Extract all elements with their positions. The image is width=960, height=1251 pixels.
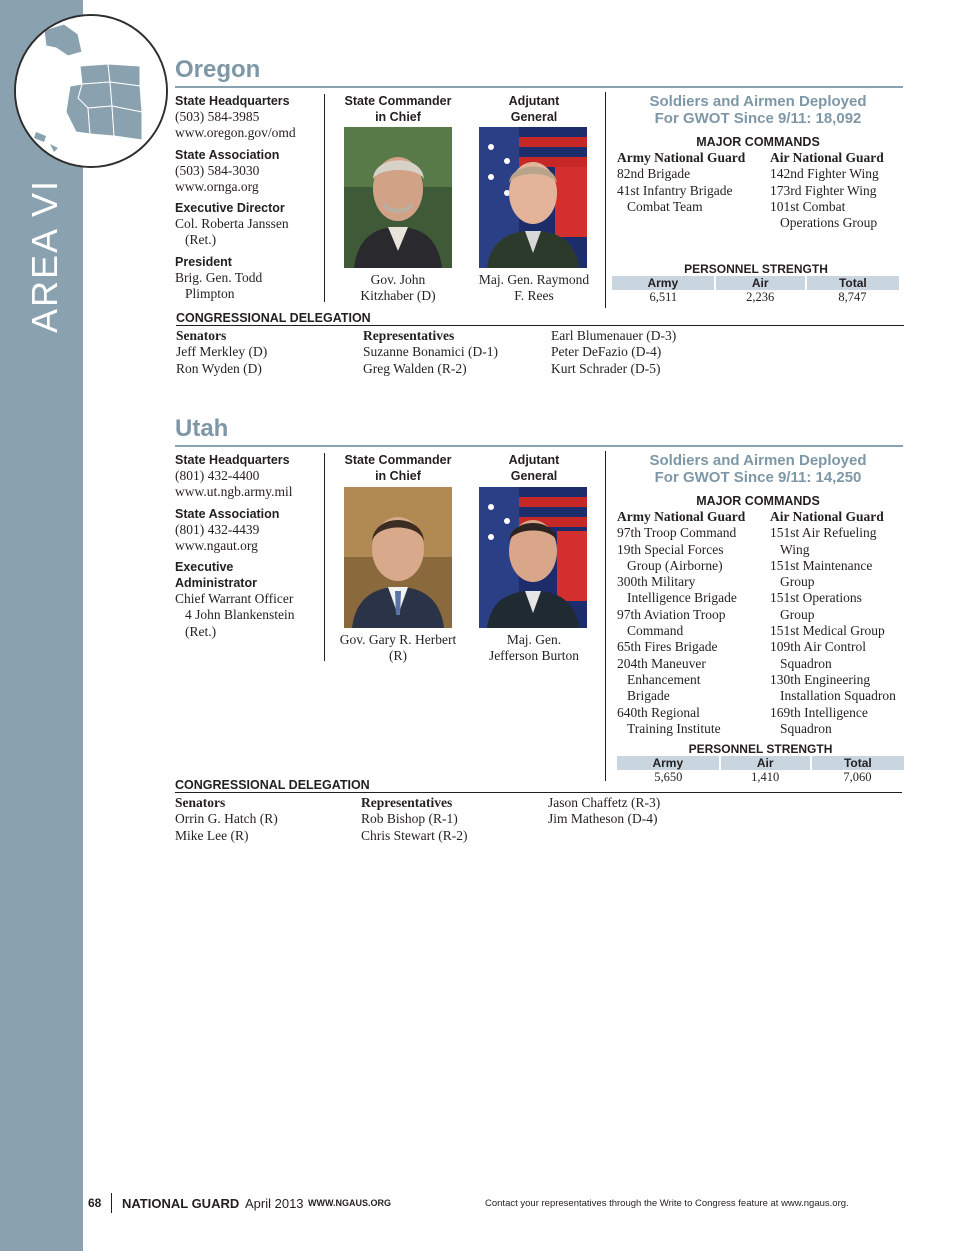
air-unit-item: 151st Operations (770, 590, 862, 606)
assoc-phone: (503) 584-3030 (175, 162, 260, 178)
air-guard-units (770, 509, 910, 737)
ps-value-total: 8,747 (838, 290, 867, 304)
governor-caption: Gov. John Kitzhaber (D) (360, 272, 436, 304)
assoc-phone: (801) 432-4439 (175, 521, 260, 537)
personnel-strength-heading: PERSONNEL STRENGTH (688, 742, 833, 756)
air-guard-heading: Air National Guard (770, 509, 884, 524)
governor-photo (344, 127, 452, 268)
column-divider (324, 453, 325, 661)
hq-website[interactable]: www.ut.ngb.army.mil (175, 484, 293, 500)
assoc-website[interactable]: www.ornga.org (175, 178, 259, 194)
state-title-utah: Utah (175, 415, 229, 442)
army-unit-item: Group (Airborne) (627, 557, 723, 573)
president-name: Brig. Gen. Todd (175, 269, 263, 285)
utah-contacts (175, 452, 320, 640)
assoc-website[interactable]: www.ngaut.org (175, 537, 258, 553)
army-unit-item: 640th Regional (617, 704, 700, 720)
commander-heading: State Commander in Chief (344, 94, 452, 124)
section-rule (175, 445, 903, 447)
area-label: AREA VI (24, 178, 65, 334)
column-divider (605, 92, 606, 308)
representatives-list: Representatives Suzanne Bonamici (D-1) Greg Walden (R-2) (363, 328, 498, 376)
personnel-strength-table (617, 756, 904, 785)
army-unit-item: Training Institute (627, 720, 721, 736)
air-unit-item: 130th Engineering (770, 671, 871, 687)
air-guard-units (770, 150, 910, 231)
president-name-cont: Plimpton (185, 286, 235, 302)
air-unit-item: Installation Squadron (780, 688, 896, 704)
adjutant-caption: Maj. Gen. Raymond F. Rees (478, 272, 590, 304)
ps-header-air: Air (715, 276, 806, 290)
exec-label: Executive Director (175, 201, 285, 216)
hq-phone: (801) 432-4400 (175, 468, 260, 483)
personnel-strength-heading: PERSONNEL STRENGTH (684, 262, 828, 276)
adjutant-heading: Adjutant General (508, 94, 560, 124)
president-label: President (175, 254, 232, 269)
governor-photo (344, 487, 452, 628)
delegation-rule (175, 792, 902, 793)
army-guard-heading: Army National Guard (617, 150, 746, 165)
air-unit-item: 169th Intelligence (770, 704, 868, 720)
personnel-strength-table (612, 276, 899, 305)
army-guard-heading: Army National Guard (617, 509, 746, 524)
adjutant-photo (479, 127, 587, 268)
air-unit-item: 101st Combat (770, 198, 846, 214)
major-commands-heading: MAJOR COMMANDS (696, 135, 820, 149)
army-unit-item: 300th Military (617, 574, 696, 590)
issue-date: April 2013 (245, 1196, 304, 1211)
column-divider (324, 94, 325, 302)
army-unit-item: 97th Troop Command (617, 525, 737, 541)
state-title-oregon: Oregon (175, 56, 261, 83)
delegation-rule (176, 325, 904, 326)
exec-name-cont: 4 John Blankenstein (185, 607, 295, 623)
exec-label: Executive (175, 560, 234, 575)
air-unit-item: Squadron (780, 655, 832, 671)
hq-label: State Headquarters (175, 453, 290, 467)
column-divider (605, 451, 606, 781)
ps-value-air: 2,236 (746, 290, 775, 304)
hq-website[interactable]: www.oregon.gov/omd (175, 125, 296, 141)
army-unit-item: 19th Special Forces (617, 541, 724, 557)
commander-heading: State Commander in Chief (344, 453, 452, 483)
congressional-delegation-heading: CONGRESSIONAL DELEGATION (175, 778, 370, 792)
army-unit-item: Combat Team (627, 198, 703, 214)
air-unit-item: 151st Maintenance (770, 557, 873, 573)
army-unit-item: 204th Maneuver (617, 655, 706, 671)
ps-header-total: Total (806, 276, 899, 290)
army-unit-item: 41st Infantry Brigade (617, 182, 733, 198)
air-unit-item: Group (780, 606, 815, 622)
ps-value-air: 1,410 (751, 770, 780, 784)
air-unit-item: Group (780, 574, 815, 590)
air-guard-heading: Air National Guard (770, 150, 884, 165)
air-unit-item: Wing (780, 541, 810, 557)
ps-value-army: 5,650 (654, 770, 683, 784)
army-unit-item: 97th Aviation Troop (617, 606, 726, 622)
army-unit-item: 82nd Brigade (617, 166, 691, 182)
exec-name-cont-2: (Ret.) (185, 623, 217, 639)
footer-contact-note: Contact your representatives through the Write to Congress feature at www.ngaus.org. (485, 1198, 849, 1209)
air-unit-item: Squadron (780, 720, 832, 736)
representatives-list-cont: Earl Blumenauer (D-3) Peter DeFazio (D-4) Kurt Schrader (D-5) (551, 328, 677, 376)
exec-name: Col. Roberta Janssen (175, 216, 289, 232)
representatives-list: Representatives Rob Bishop (R-1) Chris Stewart (R-2) (361, 795, 468, 843)
army-unit-item: Brigade (627, 688, 670, 704)
air-unit-item: 151st Medical Group (770, 623, 885, 639)
army-unit-item: Command (627, 623, 684, 639)
congressional-delegation-heading: CONGRESSIONAL DELEGATION (176, 311, 371, 325)
ps-header-army: Army (612, 276, 715, 290)
oregon-contacts (175, 93, 320, 302)
army-unit-item: 65th Fires Brigade (617, 639, 718, 655)
ps-value-army: 6,511 (649, 290, 678, 304)
ps-header-army: Army (617, 756, 720, 770)
senators-list: Senators Orrin G. Hatch (R) Mike Lee (R) (175, 795, 278, 843)
air-unit-item: 109th Air Control (770, 639, 867, 655)
section-rule (175, 86, 903, 88)
air-unit-item: 173rd Fighter Wing (770, 182, 877, 198)
representatives-list-cont: Jason Chaffetz (R-3) Jim Matheson (D-4) (548, 795, 661, 827)
hq-phone: (503) 584-3985 (175, 109, 260, 124)
exec-label-cont: Administrator (175, 576, 257, 591)
deployed-heading: Soldiers and Airmen Deployed For GWOT Since 9/11: 14,250 (649, 452, 867, 486)
army-unit-item: Enhancement (627, 671, 701, 687)
footer-site-link[interactable]: WWW.NGAUS.ORG (308, 1198, 391, 1208)
ps-header-total: Total (811, 756, 904, 770)
assoc-label: State Association (175, 147, 280, 162)
air-unit-item: 142nd Fighter Wing (770, 166, 879, 182)
army-unit-item: Intelligence Brigade (627, 590, 737, 606)
ps-value-total: 7,060 (843, 770, 872, 784)
ps-header-air: Air (720, 756, 811, 770)
adjutant-photo (479, 487, 587, 628)
army-guard-units (617, 509, 767, 737)
adjutant-heading: Adjutant General (508, 453, 560, 483)
air-unit-item: 151st Air Refueling (770, 525, 877, 541)
army-guard-units (617, 150, 767, 215)
air-unit-item: Operations Group (780, 215, 878, 231)
senators-list: Senators Jeff Merkley (D) Ron Wyden (D) (176, 328, 268, 376)
exec-name-cont: (Ret.) (185, 232, 217, 248)
magazine-name: NATIONAL GUARD (122, 1196, 240, 1211)
assoc-label: State Association (175, 506, 280, 521)
hq-label: State Headquarters (175, 94, 290, 108)
exec-name: Chief Warrant Officer (175, 591, 294, 607)
governor-caption: Gov. Gary R. Herbert (R) (339, 632, 457, 664)
major-commands-heading: MAJOR COMMANDS (696, 494, 820, 508)
page-number: 68 (88, 1196, 102, 1210)
western-us-map-icon (14, 14, 168, 168)
adjutant-caption: Maj. Gen. Jefferson Burton (488, 632, 580, 664)
footer-divider (111, 1193, 112, 1213)
deployed-heading: Soldiers and Airmen Deployed For GWOT Since 9/11: 18,092 (649, 93, 867, 127)
